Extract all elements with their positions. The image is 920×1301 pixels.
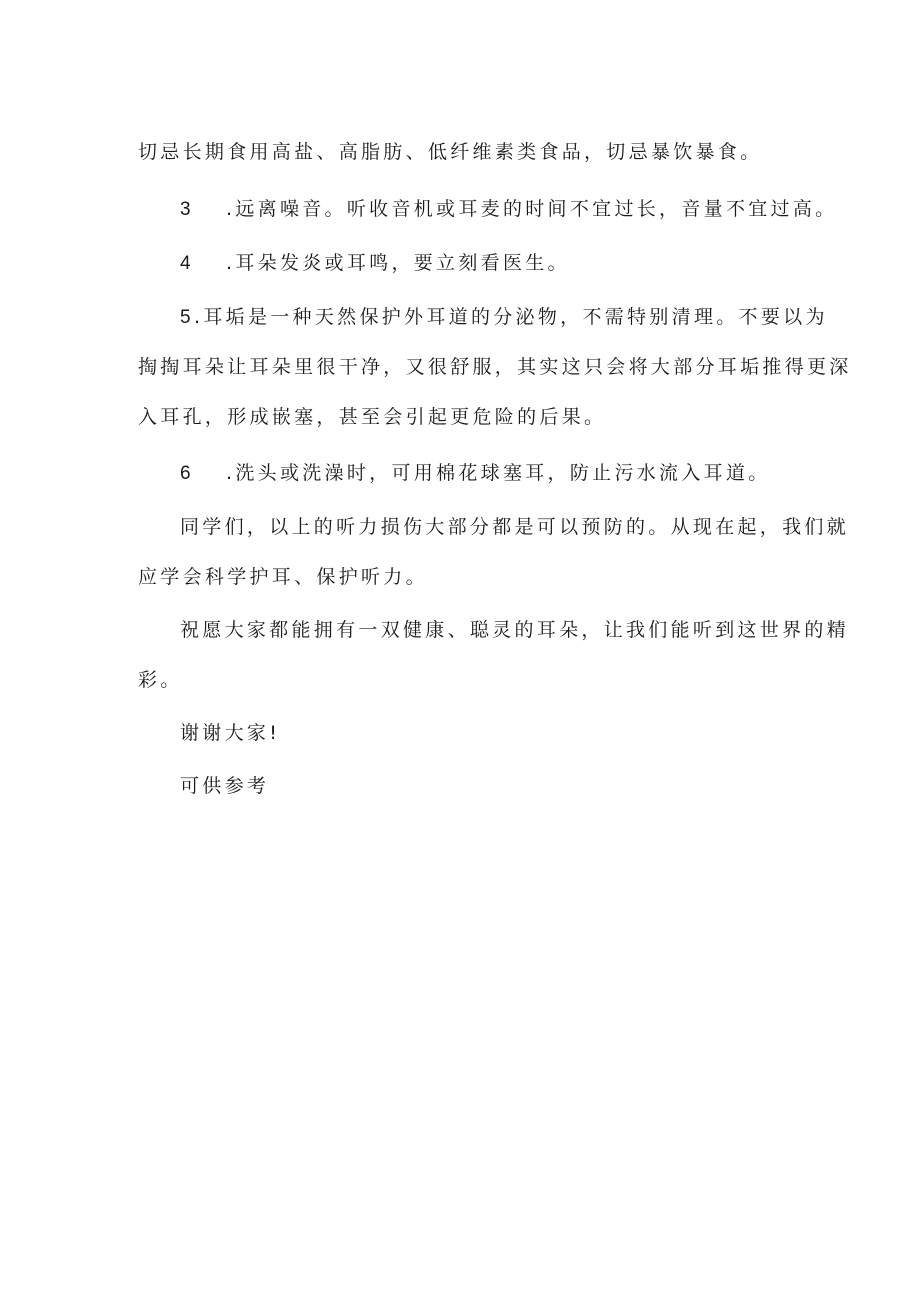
line-text: 切忌长期食用高盐、高脂肪、低纤维素类食品，切忌暴饮暴食。 bbox=[138, 141, 763, 163]
list-item-text: .洗头或洗澡时，可用棉花球塞耳，防止污水流入耳道。 bbox=[226, 462, 771, 484]
line-text: 谢谢大家! bbox=[180, 722, 281, 744]
list-item-3 bbox=[180, 196, 837, 223]
list-number: 3 bbox=[180, 199, 191, 220]
paragraph bbox=[180, 514, 849, 540]
paragraph-continued bbox=[138, 564, 428, 590]
list-item-text: .耳垢是一种天然保护外耳道的分泌物，不需特别清理。不要以为 bbox=[194, 306, 828, 328]
closing-thanks bbox=[180, 720, 280, 746]
line-text: 入耳孔，形成嵌塞，甚至会引起更危险的后果。 bbox=[138, 406, 607, 428]
list-item-4 bbox=[180, 250, 570, 277]
list-number: 4 bbox=[180, 253, 191, 274]
line-text: 掏掏耳朵让耳朵里很干净，又很舒服，其实这只会将大部分耳垢推得更深 bbox=[138, 356, 852, 378]
line-text: 祝愿大家都能拥有一双健康、聪灵的耳朵，让我们能听到这世界的精 bbox=[180, 619, 850, 641]
paragraph-continued bbox=[138, 667, 183, 693]
list-number: 6 bbox=[180, 463, 191, 484]
line-text: 同学们，以上的听力损伤大部分都是可以预防的。从现在起，我们就 bbox=[180, 516, 850, 538]
list-item-5-continued bbox=[138, 354, 852, 380]
list-item-5 bbox=[180, 304, 828, 331]
list-item-5-continued bbox=[138, 404, 606, 430]
line-text: 可供参考 bbox=[180, 775, 270, 797]
reference-note bbox=[180, 773, 269, 799]
paragraph bbox=[180, 617, 849, 643]
list-item-text: .远离噪音。听收音机或耳麦的时间不宜过长，音量不宜过高。 bbox=[226, 198, 838, 220]
line-text: 应学会科学护耳、保护听力。 bbox=[138, 566, 428, 588]
line-text: 彩。 bbox=[138, 669, 183, 691]
list-item-text: .耳朵发炎或耳鸣，要立刻看医生。 bbox=[226, 252, 570, 274]
text-line bbox=[138, 139, 762, 165]
list-item-6 bbox=[180, 460, 771, 487]
list-number: 5 bbox=[180, 307, 191, 328]
